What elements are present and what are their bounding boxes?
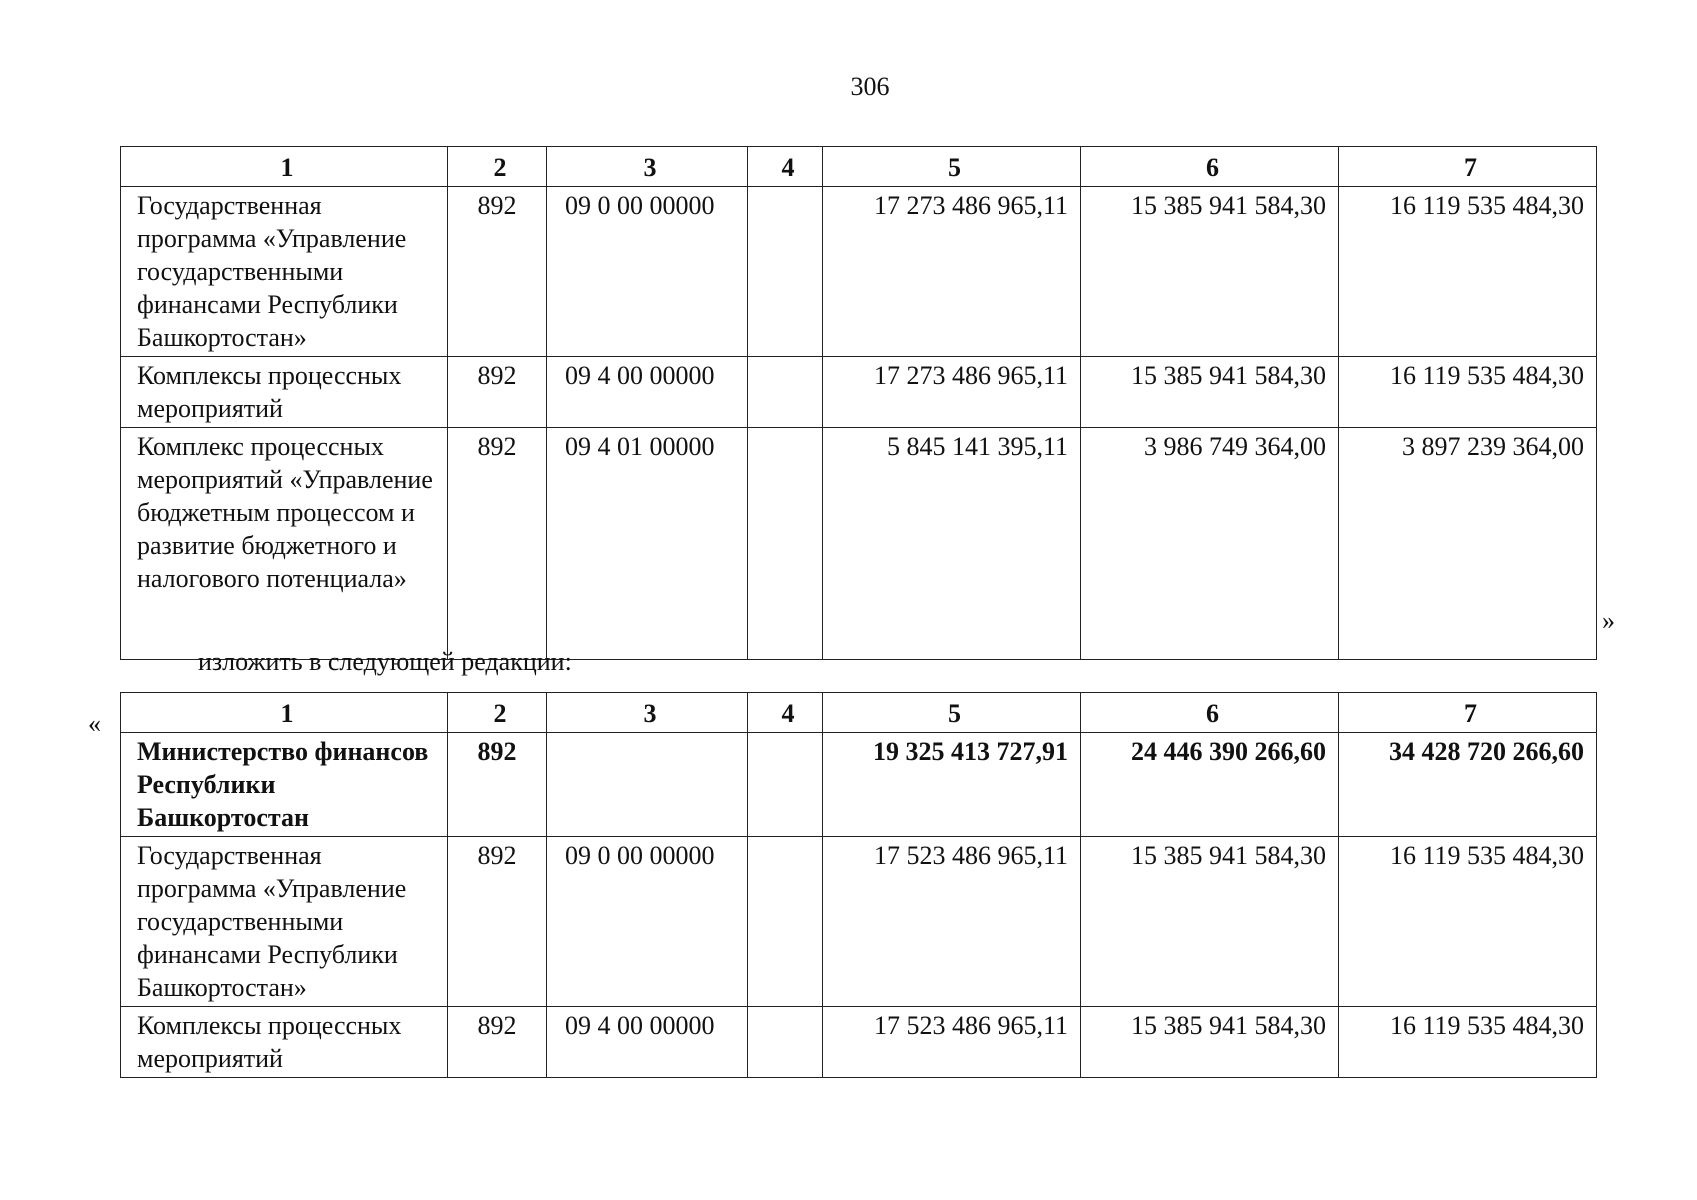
header-cell: 5 <box>823 693 1081 733</box>
row-csr: 09 4 00 00000 <box>547 357 748 428</box>
header-cell: 1 <box>121 147 448 187</box>
table-header-row <box>121 693 1597 733</box>
row-name: Государственная программа «Управление государственными финансами Республики Башкортостан» <box>121 837 448 1007</box>
row-code: 892 <box>448 428 547 660</box>
row-code: 892 <box>448 187 547 357</box>
table-row <box>121 428 1597 660</box>
opening-quote: « <box>88 709 101 738</box>
header-cell: 4 <box>748 147 823 187</box>
row-vr <box>748 837 823 1007</box>
row-csr <box>547 733 748 837</box>
row-vr <box>748 1007 823 1078</box>
header-cell: 7 <box>1339 693 1597 733</box>
table-row <box>121 1007 1597 1078</box>
row-value-7: 16 119 535 484,30 <box>1339 357 1597 428</box>
row-value-5: 17 273 486 965,11 <box>823 357 1081 428</box>
table-header-row <box>121 147 1597 187</box>
row-vr <box>748 733 823 837</box>
table-new <box>120 692 1597 1078</box>
header-cell: 2 <box>448 147 547 187</box>
row-value-7: 16 119 535 484,30 <box>1339 187 1597 357</box>
row-name: Комплексы процессных мероприятий <box>121 357 448 428</box>
table-row <box>121 357 1597 428</box>
header-cell: 2 <box>448 693 547 733</box>
row-csr: 09 0 00 00000 <box>547 837 748 1007</box>
header-cell: 6 <box>1081 147 1339 187</box>
row-value-7: 3 897 239 364,00 <box>1339 428 1597 660</box>
row-value-7: 16 119 535 484,30 <box>1339 837 1597 1007</box>
table-row <box>121 837 1597 1007</box>
row-value-6: 3 986 749 364,00 <box>1081 428 1339 660</box>
header-cell: 4 <box>748 693 823 733</box>
row-value-7: 16 119 535 484,30 <box>1339 1007 1597 1078</box>
row-csr: 09 0 00 00000 <box>547 187 748 357</box>
row-name: Комплекс процессных мероприятий «Управление бюджетным процессом и развитие бюджетного и налогового потенциала» <box>121 428 448 660</box>
row-name: Комплексы процессных мероприятий <box>121 1007 448 1078</box>
row-code: 892 <box>448 1007 547 1078</box>
header-cell: 3 <box>547 147 748 187</box>
table-old <box>120 146 1597 660</box>
row-value-6: 24 446 390 266,60 <box>1081 733 1339 837</box>
row-value-6: 15 385 941 584,30 <box>1081 357 1339 428</box>
header-cell: 5 <box>823 147 1081 187</box>
header-cell: 3 <box>547 693 748 733</box>
header-cell: 6 <box>1081 693 1339 733</box>
row-value-5: 17 523 486 965,11 <box>823 1007 1081 1078</box>
row-code: 892 <box>448 837 547 1007</box>
row-value-6: 15 385 941 584,30 <box>1081 1007 1339 1078</box>
row-csr: 09 4 00 00000 <box>547 1007 748 1078</box>
row-value-6: 15 385 941 584,30 <box>1081 187 1339 357</box>
row-code: 892 <box>448 733 547 837</box>
row-code: 892 <box>448 357 547 428</box>
row-value-6: 15 385 941 584,30 <box>1081 837 1339 1007</box>
header-cell: 7 <box>1339 147 1597 187</box>
row-value-5: 17 273 486 965,11 <box>823 187 1081 357</box>
row-value-7: 34 428 720 266,60 <box>1339 733 1597 837</box>
row-name: Министерство финансов Республики Башкортостан <box>121 733 448 837</box>
closing-quote: » <box>1602 606 1615 635</box>
table-row <box>121 187 1597 357</box>
table-row <box>121 733 1597 837</box>
row-vr <box>748 357 823 428</box>
header-cell: 1 <box>121 693 448 733</box>
page-number: 306 <box>850 72 890 101</box>
row-value-5: 5 845 141 395,11 <box>823 428 1081 660</box>
row-csr: 09 4 01 00000 <box>547 428 748 660</box>
row-name: Государственная программа «Управление государственными финансами Республики Башкортостан» <box>121 187 448 357</box>
row-vr <box>748 187 823 357</box>
row-vr <box>748 428 823 660</box>
row-value-5: 17 523 486 965,11 <box>823 837 1081 1007</box>
instruction-text: изложить в следующей редакции: <box>198 647 572 676</box>
row-value-5: 19 325 413 727,91 <box>823 733 1081 837</box>
